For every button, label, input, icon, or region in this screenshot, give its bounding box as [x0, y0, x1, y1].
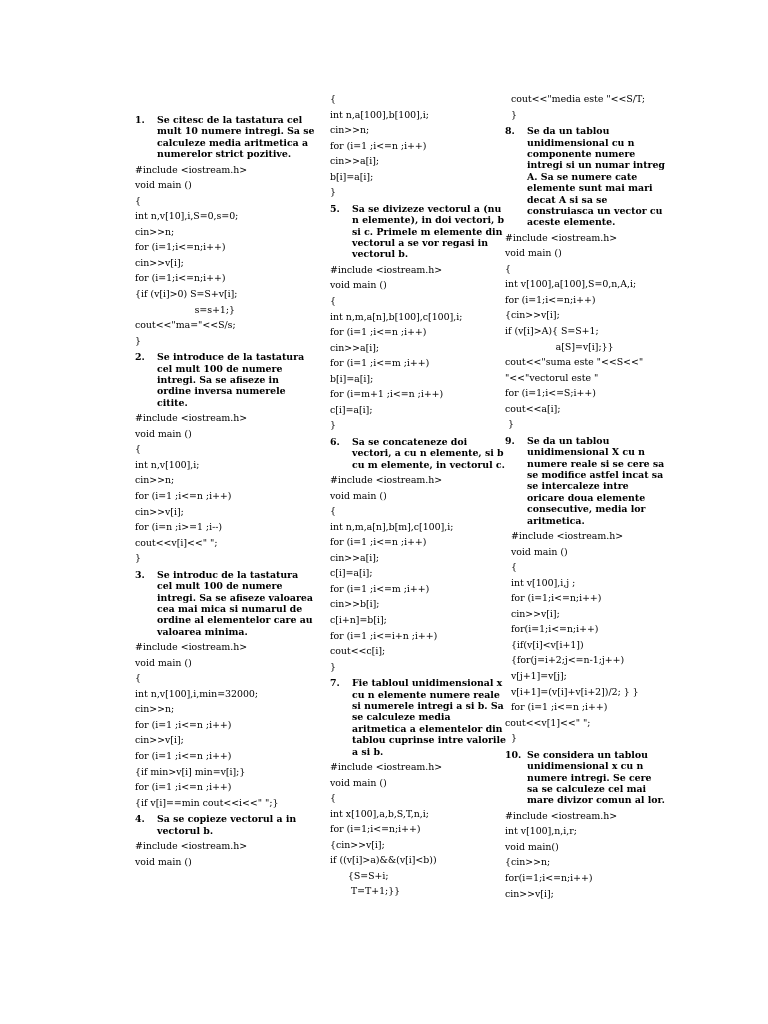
code-line: cin>>n;: [135, 226, 175, 238]
code-line: }: [330, 661, 336, 673]
code-line: void main (): [135, 428, 192, 440]
code-line: for (i=n ;i>=1 ;i--): [135, 522, 223, 534]
code-line: {: [135, 673, 141, 685]
code-line: for (i=1;i<=n;i++): [505, 593, 602, 605]
code-line: for (i=1 ;i<=m ;i++): [330, 583, 430, 595]
task-number: 2.: [135, 352, 145, 364]
code-line: int n,m,a[n],b[m],c[100],i;: [330, 521, 454, 533]
task-text: Se da un tablou unidimensional X cu n numere reale si se cere sa se modifice astfel incat sa se intercaleze intre oricare doua elemente consecutive, media lor aritmetica.: [527, 435, 665, 527]
code-line: }: [505, 109, 517, 121]
code-line: int v[100],n,i,r;: [505, 826, 577, 838]
code-line: s=s+1;}: [135, 304, 236, 316]
code-line: a[S]=v[i];}}: [505, 341, 614, 353]
code-line: int v[100],a[100],S=0,n,A,i;: [505, 279, 637, 291]
code-line: {if (v[i]>0) S=S+v[i];: [135, 289, 238, 300]
code-line: for (i=1 ;i<=n ;i++): [135, 782, 232, 794]
code-line: #include <iostream.h>: [330, 762, 443, 774]
code-line: {: [505, 263, 511, 275]
code-line: void main(): [505, 841, 559, 853]
code-line: c[i]=a[i];: [330, 404, 373, 416]
code-line: cout<<"ma="<<S/s;: [135, 320, 236, 332]
code-line: {: [135, 195, 141, 207]
task-number: 3.: [135, 569, 145, 581]
code-line: for (i=1 ;i<=n ;i++): [135, 719, 232, 731]
task-statement: [505, 436, 665, 527]
task-number: 4.: [135, 814, 145, 826]
code-line: void main (): [330, 280, 387, 292]
task-number: 8.: [505, 126, 515, 138]
code-line: for (i=1;i<=n;i++): [330, 824, 421, 836]
code-line: cout<<a[i];: [505, 403, 561, 415]
code-line: cin>>v[i];: [135, 735, 184, 747]
code-line: {if min>v[i] min=v[i];}: [135, 766, 246, 778]
code-line: {: [330, 793, 336, 805]
code-line: }: [330, 420, 336, 432]
code-line: for(i=1;i<=n;i++): [505, 624, 599, 636]
code-line: void main (): [135, 657, 192, 669]
task-text: Fie tabloul unidimensional x cu n elemente numere reale si numerele intregi a si b. Sa se calculeze media aritmetica a elementelor din tablou cuprinse intre valorile a si b.: [352, 678, 506, 758]
code-line: for (i=1 ;i<=n ;i++): [135, 490, 232, 502]
code-line: void main (): [330, 777, 387, 789]
code-line: #include <iostream.h>: [135, 164, 248, 176]
code-line: cin>>v[i];: [505, 608, 560, 620]
code-line: }: [505, 733, 517, 745]
task-text: Se da un tablou unidimensional cu n componente numere intregi si un numar intreg A. Sa se numere cate elemente sunt mai mari decat A si sa se construiasca un vector cu aceste elemente.: [527, 126, 665, 229]
task-statement: [330, 437, 508, 471]
code-line: {S=S+i;: [330, 870, 389, 882]
task-number: 10.: [505, 749, 522, 761]
code-line: for (i=m+1 ;i<=n ;i++): [330, 389, 444, 401]
code-line: #include <iostream.h>: [330, 475, 443, 487]
code-line: void main (): [135, 180, 192, 192]
code-line: for (i=1 ;i<=i+n ;i++): [330, 630, 438, 642]
code-line: cout<<v[i]<<" ";: [135, 537, 218, 549]
code-line: void main (): [135, 856, 192, 868]
code-line: {cin>>n;: [505, 857, 551, 869]
code-line: {if(v[i]<v[i+1]): [505, 639, 584, 651]
code-line: b[i]=a[i];: [330, 171, 374, 183]
code-line: void main (): [330, 490, 387, 502]
code-line: int v[100],i,j ;: [505, 577, 576, 589]
code-line: }: [135, 553, 141, 565]
code-line: }: [135, 335, 141, 347]
task-statement: [330, 678, 508, 758]
code-line: cin>>n;: [330, 125, 370, 137]
code-line: {for(j=i+2;j<=n-1;j++): [505, 655, 625, 667]
code-line: }: [505, 419, 514, 431]
column-3: [505, 0, 665, 902]
task-statement: [135, 570, 315, 638]
code-line: #include <iostream.h>: [505, 810, 618, 822]
code-line: {cin>>v[i];: [505, 310, 560, 322]
task-text: Se considera un tablou unidimensional x cu n numere intregi. Se cere sa se calculeze cel mai mare divizor comun al lor.: [527, 749, 665, 807]
code-line: {: [135, 444, 141, 456]
task-number: 5.: [330, 203, 340, 215]
code-line: cout<<c[i];: [330, 646, 386, 658]
code-line: {: [330, 295, 336, 307]
task-statement: [505, 126, 665, 229]
code-line: cin>>n;: [135, 704, 175, 716]
code-line: cout<<"suma este "<<S<<": [505, 357, 644, 369]
task-number: 7.: [330, 678, 340, 690]
code-line: #include <iostream.h>: [135, 642, 248, 654]
code-line: #include <iostream.h>: [135, 840, 248, 852]
code-line: int n,a[100],b[100],i;: [330, 109, 429, 121]
code-line: cin>>v[i];: [135, 257, 184, 269]
code-line: void main (): [505, 546, 568, 558]
code-line: cout<<v[1]<<" ";: [505, 717, 591, 729]
task-number: 1.: [135, 115, 145, 126]
code-line: cin>>b[i];: [330, 599, 380, 611]
task-text: Se citesc de la tastatura cel mult 10 numere intregi. Sa se calculeze media aritmetica a numerelor strict pozitive.: [157, 115, 315, 161]
code-line: for (i=1 ;i<=n ;i++): [330, 537, 427, 549]
code-line: for (i=1 ;i<=n ;i++): [330, 327, 427, 339]
code-line: int x[100],a,b,S,T,n,i;: [330, 808, 429, 820]
code-line: cin>>v[i];: [505, 888, 554, 900]
task-text: Se introduce de la tastatura cel mult 100 de numere intregi. Sa se afiseze in ordine inversa numerele citite.: [157, 352, 305, 409]
code-line: if (v[i]>A){ S=S+1;: [505, 326, 599, 338]
task-statement: [505, 750, 665, 807]
code-line: v[i+1]=(v[i]+v[i+2])/2; } }: [505, 686, 639, 698]
code-line: cin>>v[i];: [135, 506, 184, 518]
code-line: int n,v[100],i,min=32000;: [135, 688, 259, 700]
code-line: for (i=1 ;i<=n ;i++): [135, 750, 232, 762]
code-line: cin>>n;: [135, 475, 175, 487]
code-line: for (i=1 ;i<=n ;i++): [505, 702, 608, 714]
code-line: {if v[i]==min cout<<i<<" ";}: [135, 797, 279, 809]
column-2: [330, 0, 508, 900]
code-line: void main (): [505, 248, 562, 260]
code-line: for (i=1;i<=n;i++): [135, 273, 226, 285]
code-line: b[i]=a[i];: [330, 373, 374, 385]
code-line: #include <iostream.h>: [330, 264, 443, 276]
code-line: cin>>a[i];: [330, 156, 380, 168]
code-line: T=T+1;}}: [330, 886, 401, 898]
code-line: for (i=1 ;i<=n ;i++): [330, 140, 427, 152]
code-line: for (i=1;i<=n;i++): [135, 242, 226, 254]
code-line: cin>>a[i];: [330, 342, 380, 354]
code-line: if ((v[i]>a)&&(v[i]<b)): [330, 855, 437, 867]
code-line: {cin>>v[i];: [330, 839, 385, 851]
code-line: #include <iostream.h>: [135, 413, 248, 425]
code-line: #include <iostream.h>: [505, 232, 618, 244]
task-number: 9.: [505, 435, 515, 447]
task-text: Sa se divizeze vectorul a (nu n elemente), in doi vectori, b si c. Primele m elemente din vectorul a se vor regasi in vectorul b.: [352, 203, 505, 261]
task-statement: [135, 352, 315, 409]
code-line: }: [330, 187, 336, 199]
code-line: v[j+1]=v[j];: [505, 671, 567, 683]
code-line: c[i+n]=b[i];: [330, 615, 387, 627]
code-line: for (i=1;i<=n;i++): [505, 294, 596, 306]
code-line: int n,v[100],i;: [135, 459, 200, 471]
task-number: 6.: [330, 436, 340, 448]
code-line: cout<<"media este "<<S/T;: [505, 94, 646, 105]
code-line: for (i=1 ;i<=m ;i++): [330, 358, 430, 370]
code-line: {: [330, 94, 336, 105]
task-statement: [135, 814, 315, 837]
task-text: Sa se concateneze doi vectori, a cu n elemente, si b cu m elemente, in vectorul c.: [352, 436, 505, 471]
task-text: Sa se copieze vectorul a in vectorul b.: [157, 814, 297, 837]
code-line: int n,v[10],i,S=0,s=0;: [135, 211, 239, 223]
code-line: cin>>a[i];: [330, 552, 380, 564]
code-line: int n,m,a[n],b[100],c[100],i;: [330, 311, 463, 323]
task-statement: [135, 115, 315, 161]
code-line: "<<"vectorul este ": [505, 372, 599, 384]
task-text: Se introduc de la tastatura cel mult 100 de numere intregi. Sa se afiseze valoarea cea mai mica si numarul de ordine al elementelor care au valoarea minima.: [157, 569, 313, 638]
code-line: {: [330, 506, 336, 518]
code-line: for (i=1;i<=S;i++): [505, 388, 596, 400]
code-line: #include <iostream.h>: [505, 531, 624, 543]
code-line: {: [505, 562, 517, 574]
task-statement: [330, 204, 508, 261]
column-1: [135, 0, 315, 870]
code-line: for(i=1;i<=n;i++): [505, 872, 593, 884]
code-line: c[i]=a[i];: [330, 568, 373, 580]
